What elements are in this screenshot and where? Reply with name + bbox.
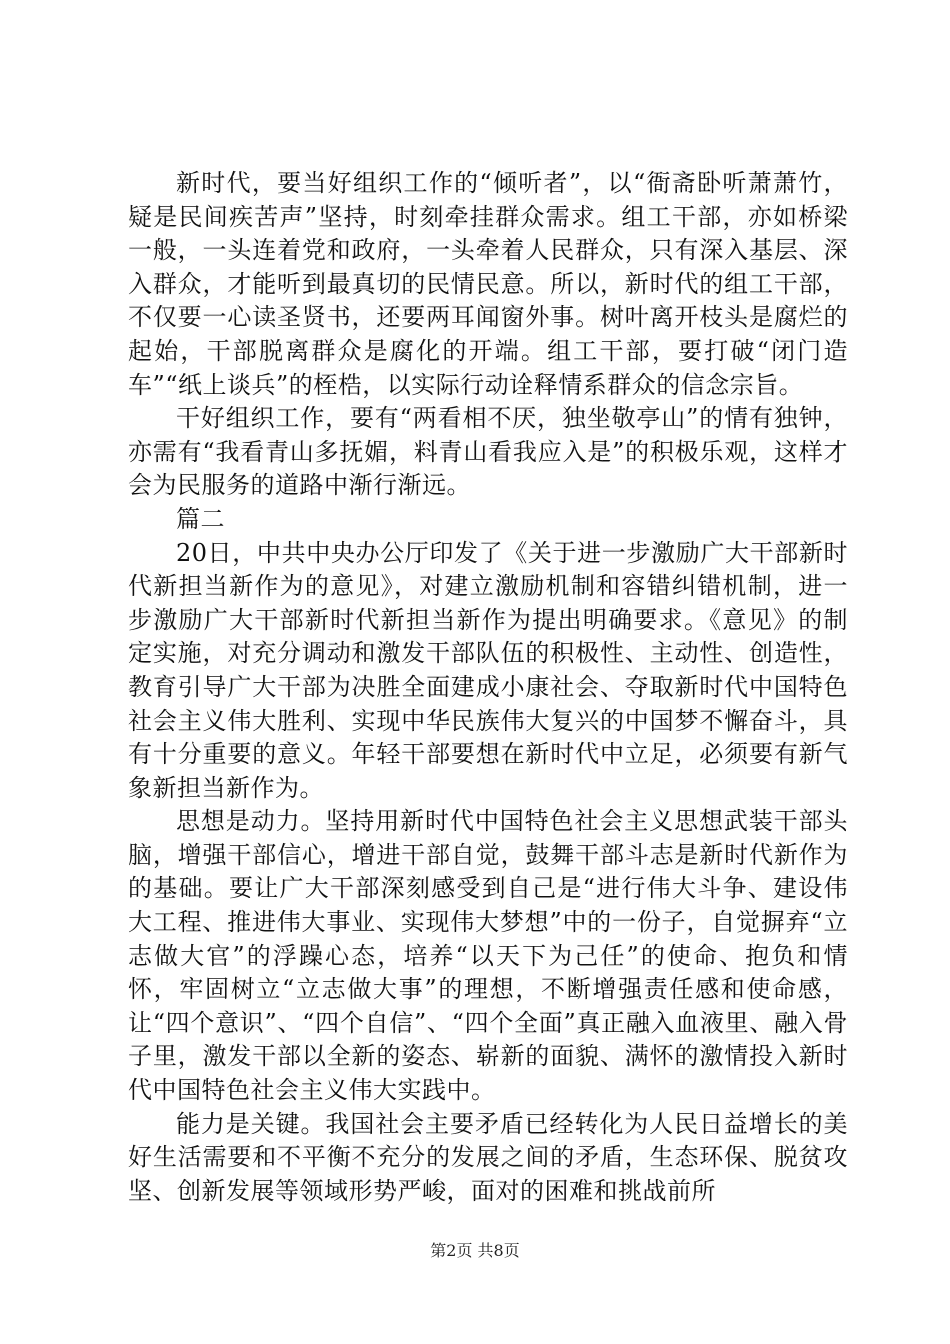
document-body (128, 167, 848, 1208)
paragraph-2: 干好组织工作，要有“两看相不厌，独坐敬亭山”的情有独钟，亦需有“我看青山多抚媚，料青山看我应入是”的积极乐观，这样才会为民服务的道路中渐行渐远。 (128, 404, 848, 500)
section-heading: 篇二 (176, 504, 225, 533)
paragraph-4: 思想是动力。坚持用新时代中国特色社会主义思想武装干部头脑，增强干部信心，增进干部自觉，鼓舞干部斗志是新时代新作为的基础。要让广大干部深刻感受到自己是“进行伟大斗争、建设伟大工程、推进伟大事业、实现伟大梦想”中的一份子，自觉摒弃“立志做大官”的浮躁心态，培养“以天下为己任”的使命、抱负和情怀，牢固树立“立志做大事”的理想，不断增强责任感和使命感，让“四个意识”、“四个自信”、“四个全面”真正融入血液里、融入骨子里，激发干部以全新的姿态、崭新的面貌、满怀的激情投入新时代中国特色社会主义伟大实践中。 (128, 807, 848, 1105)
page-number-footer: 第2页 共8页 (430, 1241, 520, 1260)
paragraph-3: 20日，中共中央办公厅印发了《关于进一步激励广大干部新时代新担当新作为的意见》，对建立激励机制和容错纠错机制，进一步激励广大干部新时代新担当新作为提出明确要求。《意见》的制定实施，对充分调动和激发干部队伍的积极性、主动性、创造性，教育引导广大干部为决胜全面建成小康社会、夺取新时代中国特色社会主义伟大胜利、实现中华民族伟大复兴的中国梦不懈奋斗，具有十分重要的意义。年轻干部要想在新时代中立足，必须要有新气象新担当新作为。 (128, 538, 848, 802)
paragraph-1: 新时代，要当好组织工作的“倾听者”，以“衙斋卧听萧萧竹，疑是民间疾苦声”坚持，时刻牵挂群众需求。组工干部，亦如桥梁一般，一头连着党和政府，一头牵着人民群众，只有深入基层、深入群众，才能听到最真切的民情民意。所以，新时代的组工干部，不仅要一心读圣贤书，还要两耳闻窗外事。树叶离开枝头是腐烂的起始，干部脱离群众是腐化的开端。组工干部，要打破“闭门造车”“纸上谈兵”的桎梏，以实际行动诠释情系群众的信念宗旨。 (128, 169, 848, 399)
paragraph-5: 能力是关键。我国社会主要矛盾已经转化为人民日益增长的美好生活需要和不平衡不充分的发展之间的矛盾，生态环保、脱贫攻坚、创新发展等领域形势严峻，面对的困难和挑战前所 (128, 1109, 848, 1205)
